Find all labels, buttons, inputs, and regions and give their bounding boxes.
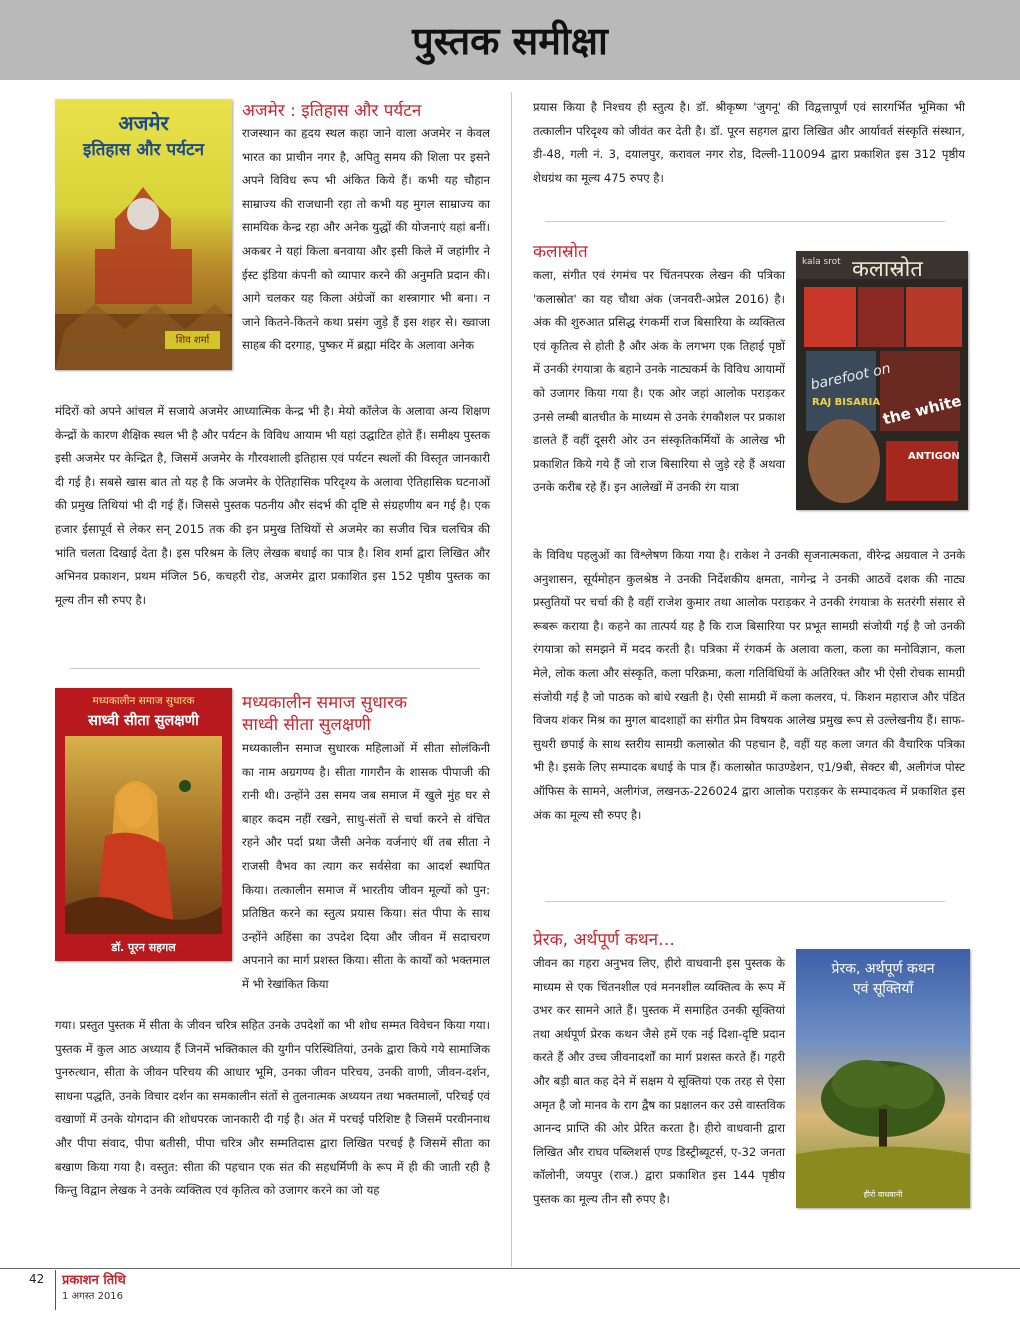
review-title-sadhvi-line1: मध्यकालीन समाज सुधारक: [242, 693, 408, 713]
kalasrot-cover-text-2: RAJ BISARIA: [812, 397, 881, 408]
review-ajmer-text-1: राजस्थान का हृदय स्थल कहा जाने वाला अजमेर न केवल भारत का प्राचीन नगर है, अपितु समय की शिला पर इसने अपने विविध रूप भी अंकित किये हैं। कभी यह चौहान साम्राज्य की राजधानी रहा तो कभी यह मुगल साम्राज्य का सामयिक केन्द्र रहा और अनेक युद्धों की योजनाएं यहां बनीं। अकबर ने यहां किला बनवाया और इसी किले में जहांगीर ने ईस्ट इंडिया कंपनी को व्यापार करने की अनुमति प्रदान की। आगे चलकर यह किला अंग्रेजों का शस्त्रागार भी बना। न जाने कितने-कितने कथा प्रसंग जुड़े हैं इस शहर से। ख्वाजा साहब की दरगाह, पुष्कर में ब्रह्मा मंदिर के अलावा अनेक: [242, 126, 490, 353]
magazine-cover-kalasrot: [796, 251, 968, 510]
prerak-cover-title-2: एवं सूक्तियाँ: [852, 981, 914, 997]
kalasrot-cover-text-4: ANTIGON: [908, 451, 960, 462]
footer-rule: [0, 1268, 1020, 1269]
prerak-cover-title-1: प्रेरक, अर्थपूर्ण कथन: [831, 961, 935, 977]
sadhvi-cover-author: डॉ. पूरन सहगल: [111, 941, 176, 954]
ajmer-cover-title-1: अजमेर: [118, 111, 169, 135]
book-cover-prerak: [796, 949, 970, 1208]
column-divider: [511, 92, 512, 1267]
separator: [545, 221, 945, 222]
ajmer-cover-title-2: इतिहास और पर्यटन: [82, 140, 205, 160]
section-title: पुस्तक समीक्षा: [412, 19, 608, 63]
issue-date: 1 अगस्त 2016: [62, 1291, 124, 1302]
review-sadhvi-text-2: गया। प्रस्तुत पुस्तक में सीता के जीवन चरित्र सहित उनके उपदेशों का भी शोध सम्मत विवेचन किया गया। पुस्तक में कुल आठ अध्याय हैं जिनमें भक्तिकाल की युगीन परिस्थितियां, उनके द्वारा किये गये सामाजिक पुनरुत्थान, सीता के जीवन परिचय की आधार भूमि, उनका जीवन परिचय, उनकी वाणी, जीवन-दर्शन, साधना पद्धति, उनके विचार दर्शन का समकालीन संतों से तुलनात्मक अध्ययन तथा भक्तमालों, परिचई एवं वखाणों में उनके योगदान की शोधपरक जानकारी दी गई है। अंत में परचई परिशिष्ट है जिसमें परवीननाथ और पीपा संवाद, पीपा बतीसी, पीपा चरित्र और सम्मतिदास द्वारा लिखित परचई है जिसमें सीता का बखाण किया गया है। वस्तुत: सीता की पहचान एक संत की सहधर्मिणी के रूप में ही की जाती रही है किन्तु विद्वान लेखक ने उनके व्यक्तित्व एवं कृतित्व को उजागर करने का जो यह: [55, 1018, 490, 1198]
sadhvi-figure-art: [65, 736, 222, 934]
sadhvi-cover-subtitle: मध्यकालीन समाज सुधारक: [92, 695, 195, 707]
page-header: [0, 0, 1020, 80]
book-cover-sadhvi: [55, 688, 232, 961]
review-sadhvi-text-1: मध्यकालीन समाज सुधारक महिलाओं में सीता सोलंकिनी का नाम अग्रगण्य है। सीता गागरौन के शासक पीपाजी की रानी थी। उन्होंने उस समय जब समाज में खुले मुंह घर से बाहर कदम नहीं रखने, साधु-संतों से चर्चा करने से वंचित रहने और पर्दा प्रथा जैसी अनेक वर्जनाएं थीं तब सीता ने राजसी वैभव का त्याग कर सर्वसेवा का आदर्श स्थापित किया। तत्कालीन समाज में भारतीय जीवन मूल्यों को पुन: प्रतिष्ठित करने का स्तुत्य प्रयास किया। संत पीपा के साथ उन्होंने अहिंसा का उपदेश दिया और जीवन में सदाचरण अपनाने का मार्ग प्रशस्त किया। सीता के कार्यों को भक्तमाल में भी रेखांकित किया: [242, 741, 490, 991]
sadhvi-cover-title: साध्वी सीता सुलक्षणी: [88, 713, 199, 729]
review-kalasrot-text-2: के विविध पहलुओं का विश्लेषण किया गया है। राकेश ने उनकी सृजनात्मकता, वीरेन्द्र अग्रवाल ने उनके अनुशासन, सूर्यमोहन कुलश्रेष्ठ ने उनकी निर्देशकीय क्षमता, नागेन्द्र ने उनकी आठवें दशक की नाट्य प्रस्तुतियों पर चर्चा की है वहीं राजेश कुमार तथा आलोक पराड़कर ने उनकी रंगयात्रा के सतरंगी संसार से रूबरू कराया है। कहने का तात्पर्य यह है कि राज बिसारिया पर प्रभूत सामग्री संजोयी गई है जो उनकी रंगयात्रा को समझने में मदद करती है। पत्रिका में रंगकर्म के अलावा कला, कला का मनोविज्ञान, कला मेले, लोक कला और संस्कृति, कला परिक्रमा, कला गतिविधियों के अतिरिक्त और भी ऐसी रोचक सामग्री संजोयी गई है जो पाठक को बांधे रखती है। ऐसी सामग्री में कला कलरव, पं. किशन महाराज और पंडित विजय शंकर मिश्र का मुगल बादशाहों का संगीत प्रेम विषयक आलेख प्रमुख रूप से उल्लेखनीय हैं। साफ-सुथरी छपाई के साथ स्तरीय सामग्री कलास्रोत की पहचान है, वहीं यह कला जगत की वैचारिक पत्रिका भी है। इसके लिए सम्पादक बधाई के पात्र हैं। कलास्रोत फाउण्डेशन, ए1/9बी, सेक्टर बी, अलीगंज पोस्ट ऑफिस के सामने, अलीगंज, लखनऊ-226024 द्वारा आलोक पराड़कर के सम्पादकत्व में प्रकाशित इस अंक का मूल्य सौ रुपए है।: [533, 548, 965, 822]
book-cover-ajmer: [55, 99, 232, 370]
review-ajmer-text-2: मंदिरों को अपने आंचल में सजाये अजमेर आध्यात्मिक केन्द्र भी है। मेयो कॉलेज के अलावा अन्य शिक्षण केन्द्रों के कारण शैक्षिक स्थल भी है और पर्यटन के विविध आयाम भी यहां उद्घाटित होते हैं। समीक्ष्य पुस्तक इसी अजमेर पर केन्द्रित है, जिसमें अजमेर के गौरवशाली इतिहास एवं पर्यटन स्थलों की विस्तृत जानकारी दी गई है। सबसे खास बात तो यह है कि अजमेर के ऐतिहासिक परिदृश्य के अलावा ऐतिहासिक घटनाओं की प्रमुख तिथियां भी दी गई हैं। जिससे पुस्तक पठनीय और संदर्भ की दृष्टि से संग्रहणीय बन गई है। एक हजार ईसापूर्व से लेकर सन् 2015 तक की इन प्रमुख तिथियों से अजमेर का सजीव चित्र चलचित्र की भांति चलता दिखाई देता है। इस परिश्रम के लिए लेखक बधाई का पात्र है। शिव शर्मा द्वारा लिखित और अभिनव प्रकाशन, प्रथम मंजिल 56, कचहरी रोड, अजमेर द्वारा प्रकाशित इस 152 पृष्ठीय पुस्तक का मूल्य तीन सौ रुपए है।: [55, 404, 490, 607]
page-number: 42: [29, 1272, 45, 1286]
footer-accent-bar: [55, 1270, 56, 1310]
sadhvi-cover-painting: [65, 736, 222, 934]
review-title-prerak: प्रेरक, अर्थपूर्ण कथन…: [533, 930, 676, 950]
ajmer-cover-author: शिव शर्मा: [175, 335, 210, 346]
review-title-sadhvi-line2: साध्वी सीता सुलक्षणी: [242, 715, 371, 735]
kalasrot-cover-text-3: the white: [881, 391, 964, 429]
kalasrot-cover-logo: kala srot: [802, 257, 841, 267]
review-kalasrot-text-1: कला, संगीत एवं रंगमंच पर चिंतनपरक लेखन की पत्रिका 'कलास्रोत' का यह चौथा अंक (जनवरी-अप्रेल 2016) है। अंक की शुरुआत प्रसिद्ध रंगकर्मी राज बिसारिया के व्यक्तित्व एवं कृतित्व से होती है और अंक के लगभग एक तिहाई पृष्ठों में उनकी रंगयात्रा के बहाने उनके नाट्यकर्म के विविध आयामों को उजागर किया गया है। एक ओर जहां आलोक पराड़कर उनसे लम्बी बातचीत के माध्यम से उनके रंगकौशल पर प्रकाश डालते हैं वहीं दूसरी ओर उन संस्कृतिकर्मियों के आलेख भी प्रकाशित किये गये हैं जो राज बिसारिया से जुड़े रहे हैं अथवा उनके करीब रहे हैं। इन आलेखों में उनकी रंग यात्रा: [533, 268, 785, 495]
magazine-name: प्रकाशन तिथि: [62, 1273, 126, 1288]
review-prerak-text: जीवन का गहरा अनुभव लिए, हीरो वाधवानी इस पुस्तक के माध्यम से एक चिंतनशील एवं मननशील व्यक्तित्व के रूप में उभर कर सामने आते हैं। पुस्तक में समाहित उनकी सूक्तियां तथा अर्थपूर्ण प्रेरक कथन जैसे हमें एक नई दिशा-दृष्टि प्रदान करते हैं और उच्च जीवनादर्शों का मार्ग प्रशस्त करते हैं। गहरी और बड़ी बात कह देने में सक्षम ये सूक्तियां एक तरह से ऐसा अमृत है जो मानव के राग द्वैष का प्रक्षालन कर उसे वास्तविक आनन्द प्राप्ति की ओर प्रेरित करता है। हीरो वाधवानी द्वारा लिखित और राघव पब्लिशर्स एण्ड डिस्ट्रीब्यूटर्स, ए-32 जनता कॉलोनी, जयपुर (राज.) द्वारा प्रकाशित इस 144 पृष्ठीय पुस्तक का मूल्य तीन सौ रुपए है।: [533, 956, 785, 1206]
prerak-cover-author: हीरो वाधवानी: [863, 1190, 903, 1199]
review-sadhvi-continued: प्रयास किया है निश्चय ही स्तुत्य है। डॉ. श्रीकृष्ण 'जुगनू' की विद्वत्तापूर्ण एवं सारगर्भित भूमिका भी तत्कालीन परिदृश्य को जीवंत कर देती है। डॉ. पूरन सहगल द्वारा लिखित और आर्यावर्त संस्कृति संस्थान, डी-48, गली नं. 3, दयालपुर, करावल नगर रोड, दिल्ली-110094 द्वारा प्रकाशित इस 312 पृष्ठीय शेधग्रंथ का मूल्य 475 रुपए है।: [533, 100, 965, 185]
review-title-ajmer: अजमेर : इतिहास और पर्यटन: [242, 101, 422, 121]
separator: [70, 668, 480, 669]
separator: [545, 901, 945, 902]
kalasrot-cover-text-1: barefoot on: [809, 360, 893, 394]
kalasrot-cover-title: कलास्रोत: [852, 257, 923, 282]
review-title-kalasrot: कलास्रोत: [533, 242, 588, 262]
